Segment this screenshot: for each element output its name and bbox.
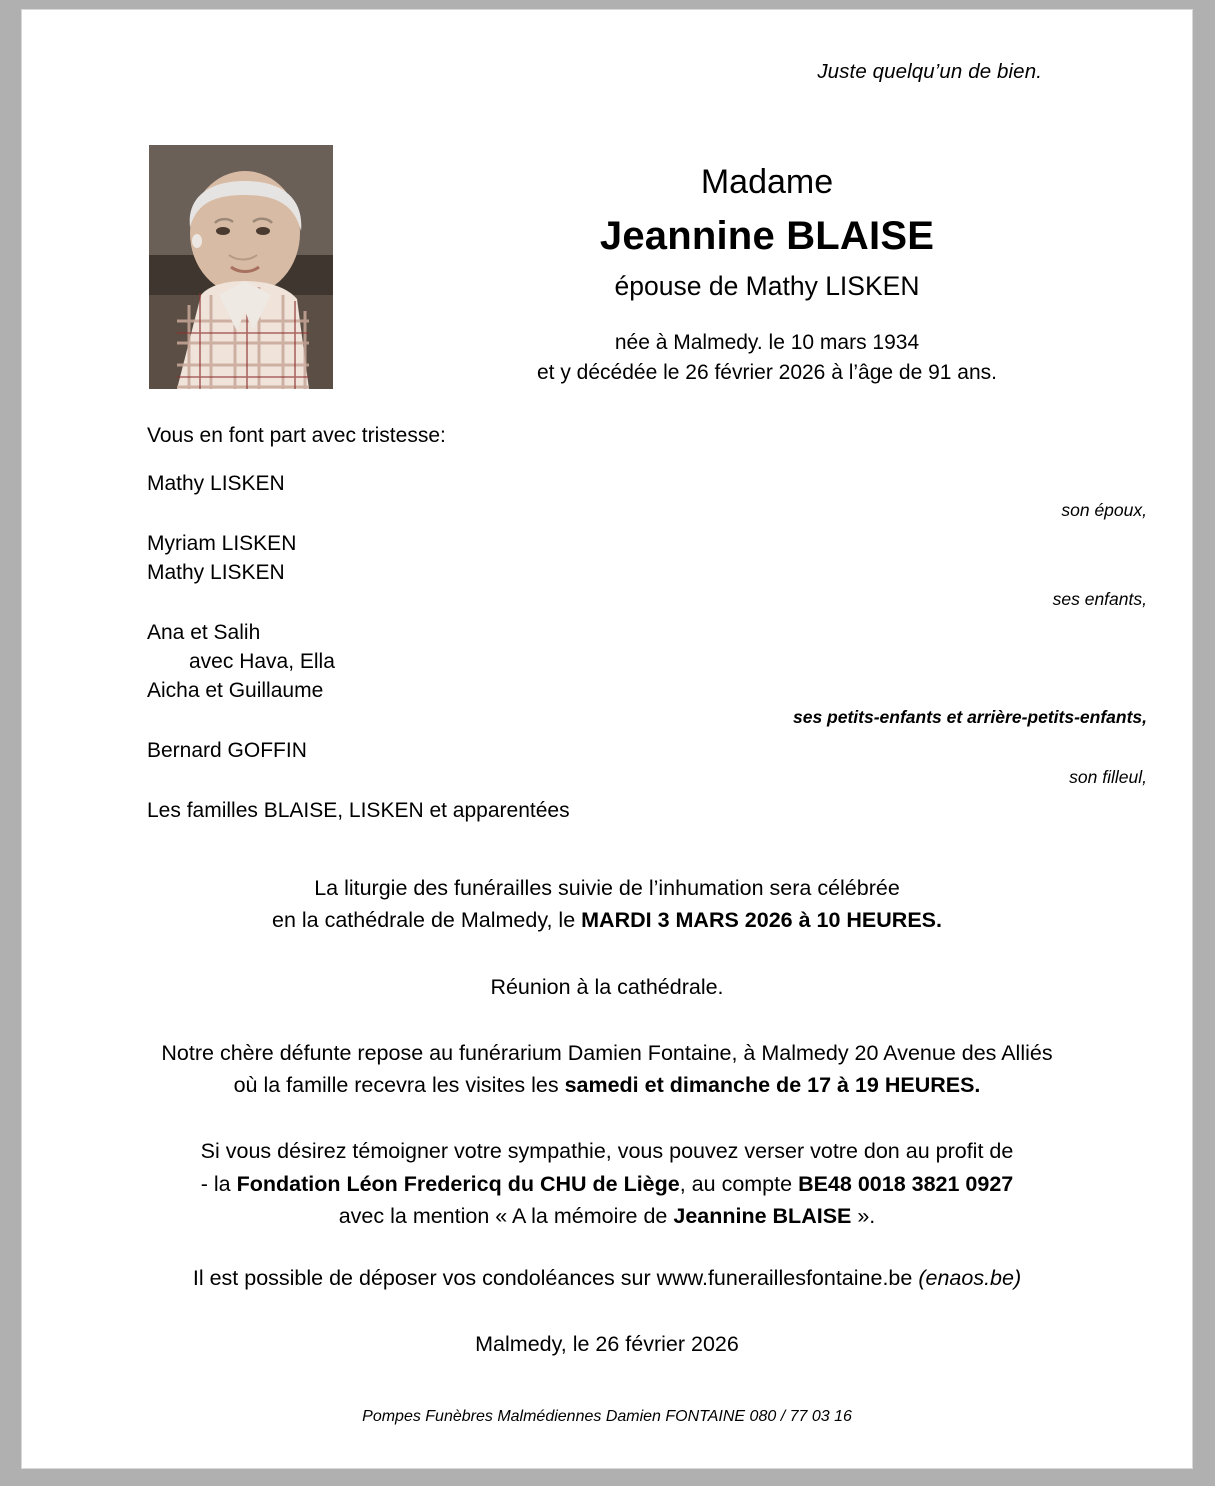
deceased-header bbox=[362, 160, 1172, 389]
visits-pre: où la famille recevra les visites les bbox=[233, 1073, 565, 1097]
spouse-of-line: épouse de Mathy LISKEN bbox=[614, 270, 920, 301]
visits-hours: samedi et dimanche de 17 à 19 HEURES. bbox=[564, 1073, 981, 1097]
child-name-1: Myriam LISKEN bbox=[147, 532, 297, 555]
donation-3-post: ». bbox=[851, 1203, 876, 1228]
donation-2-mid: , au compte bbox=[679, 1171, 799, 1196]
birth-death-block bbox=[362, 328, 1172, 389]
death-line: et y décédée le 26 février 2026 à l’âge de 91 ans. bbox=[537, 361, 997, 385]
godson-role: son filleul, bbox=[1069, 767, 1147, 787]
donation-3-pre: avec la mention « A la mémoire de bbox=[338, 1203, 674, 1228]
birth-line: née à Malmedy. le 10 mars 1934 bbox=[614, 330, 920, 354]
repose-line: Notre chère défunte repose au funérarium Damien Fontaine, à Malmedy 20 Avenue des Alliés bbox=[161, 1040, 1053, 1065]
grandchild-line-2: avec Hava, Ella bbox=[189, 650, 335, 673]
condolences-site-alt: (enaos.be) bbox=[918, 1266, 1022, 1290]
bank-account-number: BE48 0018 3821 0927 bbox=[798, 1171, 1014, 1196]
deceased-name: Jeannine BLAISE bbox=[599, 213, 935, 258]
liturgy-line-2 bbox=[97, 904, 1117, 936]
liturgy-line-2-pre: en la cathédrale de Malmedy, le bbox=[272, 908, 582, 933]
spacer bbox=[147, 454, 1147, 473]
families-line: Les familles BLAISE, LISKEN et apparentées bbox=[147, 799, 570, 822]
epitaph-text: Juste quelqu’un de bien. bbox=[817, 60, 1042, 83]
reunion-line: Réunion à la cathédrale. bbox=[490, 974, 724, 999]
condolences-pre: Il est possible de déposer vos condoléances sur www.funeraillesfontaine.be bbox=[192, 1266, 919, 1290]
child-name-2: Mathy LISKEN bbox=[147, 561, 285, 584]
donation-line-3 bbox=[97, 1200, 1117, 1232]
foundation-name: Fondation Léon Fredericq du CHU de Liège bbox=[236, 1171, 680, 1196]
title-madame: Madame bbox=[700, 163, 834, 201]
memorial-card-page bbox=[22, 10, 1192, 1468]
spouse-name: Mathy LISKEN bbox=[147, 472, 285, 495]
donation-line-1: Si vous désirez témoigner votre sympathie, vous pouvez verser votre don au profit de bbox=[200, 1139, 1014, 1164]
grandchild-line-3: Aicha et Guillaume bbox=[147, 679, 324, 702]
grandchild-line-1: Ana et Salih bbox=[147, 621, 261, 644]
liturgy-datetime: MARDI 3 MARS 2026 à 10 HEURES. bbox=[581, 908, 942, 933]
liturgy-line-1: La liturgie des funérailles suivie de l’inhumation sera célébrée bbox=[314, 876, 900, 900]
family-announcement bbox=[147, 425, 1147, 829]
grandchildren-role: ses petits-enfants et arrière-petits-enfants, bbox=[793, 707, 1147, 727]
children-role: ses enfants, bbox=[1052, 589, 1147, 609]
godson-name: Bernard GOFFIN bbox=[147, 739, 307, 762]
condolences-line bbox=[97, 1262, 1117, 1294]
portrait-photo bbox=[149, 145, 333, 389]
donation-2-pre: - la bbox=[200, 1171, 237, 1196]
spouse-role: son époux, bbox=[1061, 500, 1147, 520]
announce-intro: Vous en font part avec tristesse: bbox=[147, 424, 446, 447]
donation-line-2 bbox=[97, 1168, 1117, 1200]
place-date-line: Malmedy, le 26 février 2026 bbox=[475, 1332, 739, 1357]
ceremony-details bbox=[97, 872, 1117, 1361]
funeral-home-footer: Pompes Funèbres Malmédiennes Damien FONTAINE 080 / 77 03 16 bbox=[362, 1408, 852, 1425]
visits-line bbox=[97, 1069, 1117, 1101]
memory-name: Jeannine BLAISE bbox=[673, 1203, 852, 1228]
